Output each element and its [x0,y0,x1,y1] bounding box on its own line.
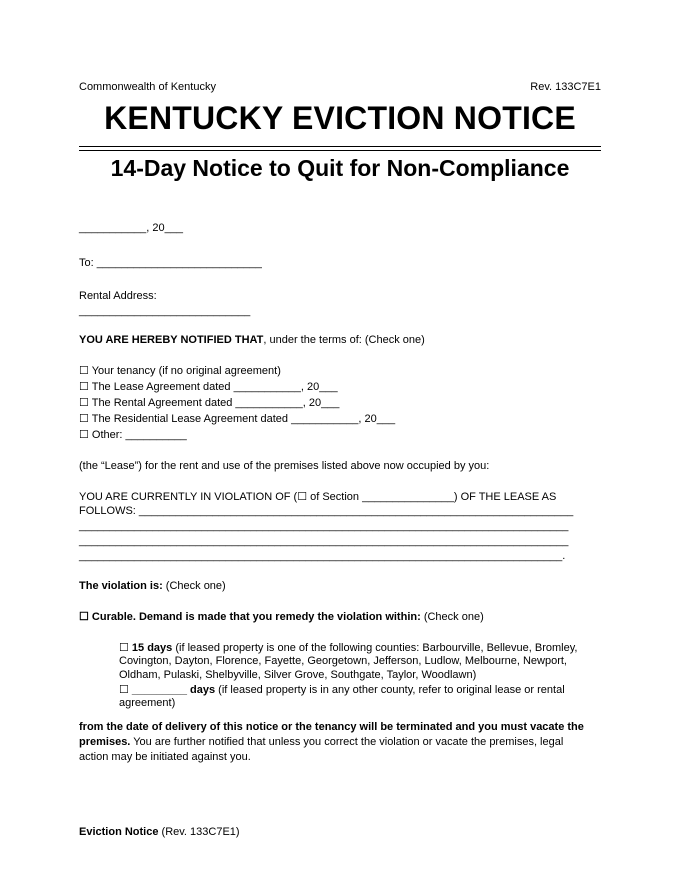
notified-rest: , under the terms of: (Check one) [263,334,425,346]
fifteen-days-line-3: Oldham, Pulaski, Shelbyville, Silver Grove, Southgate, Taylor, Woodlawn) [119,669,477,681]
page-footer [79,826,240,838]
notified-paragraph [79,334,425,346]
checkbox-glyph: ☐ [119,684,132,696]
violation-is-rest: (Check one) [162,580,226,592]
document-title: KENTUCKY EVICTION NOTICE [104,100,576,136]
closing-line-2-rest: You are further notified that unless you correct the violation or vacate the premises, legal [130,736,564,748]
curable-option [79,610,484,623]
violation-line-3: ________________________________________________________________________________ [79,520,569,532]
fifteen-days-line-2: Covington, Dayton, Florence, Fayette, Georgetown, Jefferson, Ludlow, Melbourne, Newport, [119,655,567,667]
document-subtitle: 14-Day Notice to Quit for Non-Compliance [110,155,570,181]
option-tenancy: ☐ Your tenancy (if no original agreement) [79,365,281,377]
other-days-bold: _________ days [131,684,216,696]
option-lease-agreement: ☐ The Lease Agreement dated ___________, 20___ [79,381,338,393]
lease-text: (the “Lease”) for the rent and use of the premises listed above now occupied by you: [79,460,490,472]
option-other: ☐ Other: __________ [79,429,187,441]
violation-line-4: ________________________________________________________________________________ [79,535,569,547]
closing-line-3: action may be initiated against you. [79,751,251,763]
violation-is-heading [79,580,226,592]
option-residential-lease: ☐ The Residential Lease Agreement dated ___________, 20___ [79,413,396,425]
footer-rest: (Rev. 133C7E1) [158,826,240,838]
violation-line-5: _______________________________________________________________________________. [79,550,566,562]
closing-line-2 [79,736,563,748]
fifteen-days-rest: (if leased property is one of the following counties: Barbourville, Bellevue, Bromley, [172,642,578,654]
other-days-line-2: agreement) [119,697,176,709]
fifteen-days-line-1 [119,641,577,654]
curable-bold: ☐ Curable. Demand is made that you remedy the violation within: [79,611,421,623]
option-rental-agreement: ☐ The Rental Agreement dated ___________, 20___ [79,397,340,409]
closing-premises-bold: premises. [79,736,131,748]
notified-bold: YOU ARE HEREBY NOTIFIED THAT [79,334,264,346]
violation-line-2: FOLLOWS: _______________________________________________________________________ [79,505,574,517]
curable-rest: (Check one) [420,611,484,623]
state-header: Commonwealth of Kentucky [79,81,216,93]
to-line: To: ___________________________ [79,257,262,269]
closing-line-1: from the date of delivery of this notice or the tenancy will be terminated and you must vacate the [79,721,584,733]
date-line: ___________, 20___ [79,222,183,234]
violation-line-1: YOU ARE CURRENTLY IN VIOLATION OF (☐ of Section _______________) OF THE LEASE AS [79,491,557,503]
fifteen-days-bold: 15 days [131,642,173,654]
revision-header: Rev. 133C7E1 [530,81,601,93]
violation-is-bold: The violation is: [79,580,163,592]
other-days-line-1 [119,683,565,696]
rental-address-label: Rental Address: [79,290,157,302]
checkbox-glyph: ☐ [119,642,132,654]
title-divider-bottom [79,150,601,151]
rental-address-blank: ____________________________ [79,305,251,317]
other-days-rest: (if leased property is in any other county, refer to original lease or rental [215,684,565,696]
title-divider-top [79,146,601,147]
footer-bold: Eviction Notice [79,826,159,838]
